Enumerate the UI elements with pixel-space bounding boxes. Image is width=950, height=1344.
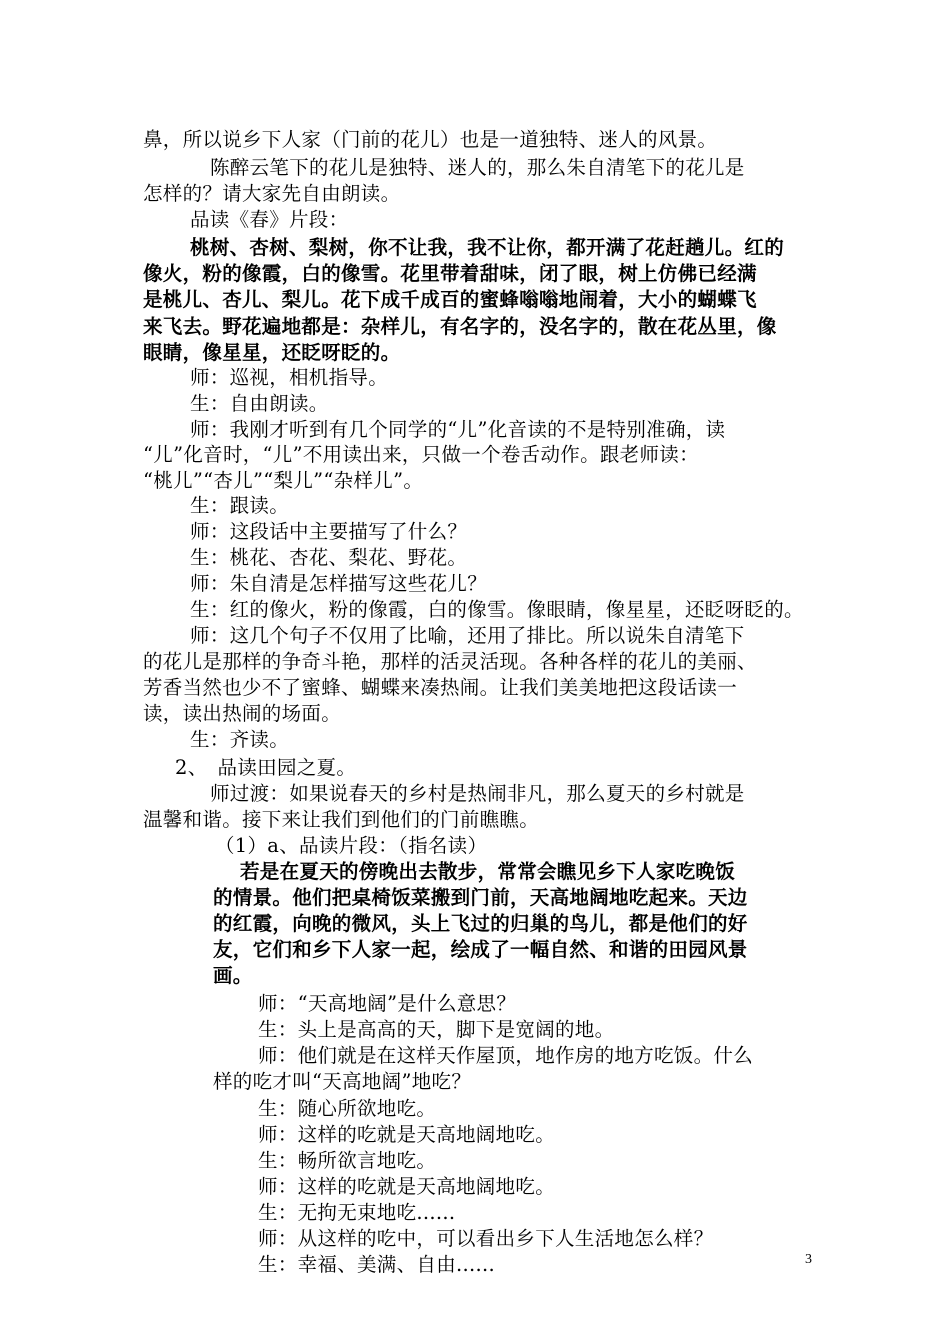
text-line: 师：这样的吃就是天高地阔地吃。 [258,1123,556,1146]
text-line: 怎样的？请大家先自由朗读。 [143,182,401,205]
text-line: 画。 [213,964,253,987]
text-line: 若是在夏天的傍晚出去散步，常常会瞧见乡下人家吃晚饭 [240,860,736,883]
text-line: 是桃儿、杏儿、梨儿。花下成千成百的蜜蜂嗡嗡地闹着，大小的蝴蝶飞 [143,288,757,311]
text-line: 像火，粉的像霞，白的像雪。花里带着甜味，闭了眼，树上仿佛已经满 [143,262,757,285]
text-line: 读，读出热闹的场面。 [143,702,342,725]
text-line: “儿”化音时，“儿”不用读出来，只做一个卷舌动作。跟老师读： [143,443,699,466]
text-line: 师：朱自清是怎样描写这些花儿？ [190,572,488,595]
text-line: 生：畅所欲言地吃。 [258,1149,437,1172]
text-line: 品读《春》片段： [190,208,349,231]
text-line: 来飞去。野花遍地都是：杂样儿，有名字的，没名字的，散在花丛里，像 [143,315,777,338]
text-line: 生：跟读。 [190,494,290,517]
text-line: 的红霞，向晚的微风，头上飞过的归巢的鸟儿，都是他们的好 [213,912,748,935]
text-line: 的花儿是那样的争奇斗艳，那样的活灵活现。各种各样的花儿的美丽、 [143,650,757,673]
text-line: 生：无拘无束地吃...... [258,1201,456,1224]
text-line: 芳香当然也少不了蜜蜂、蝴蝶来凑热闹。让我们美美地把这段话读一 [143,676,738,699]
text-line: 师：这样的吃就是天高地阔地吃。 [258,1175,556,1198]
text-line: 师过渡：如果说春天的乡村是热闹非凡，那么夏天的乡村就是 [210,782,745,805]
text-line: 生：自由朗读。 [190,392,329,415]
text-line: 陈醉云笔下的花儿是独特、迷人的，那么朱自清笔下的花儿是 [210,156,745,179]
text-line: 的情景。他们把桌椅饭菜搬到门前，天高地阔地吃起来。天边 [213,886,748,909]
text-line: 师：这几个句子不仅用了比喻，还用了排比。所以说朱自清笔下 [190,624,745,647]
text-line: 师：巡视，相机指导。 [190,366,389,389]
text-line: 师：我刚才听到有几个同学的“儿”化音读的不是特别准确，读 [190,418,726,441]
text-line: 生：幸福、美满、自由...... [258,1253,495,1276]
text-line: 样的吃才叫“天高地阔”地吃？ [213,1070,472,1093]
page-number: 3 [805,1252,812,1267]
text-line: 师：他们就是在这样天作屋顶，地作房的地方吃饭。什么 [258,1044,754,1067]
text-line: （1）a、品读片段：（指名读） [215,834,488,857]
text-line: 生：红的像火，粉的像霞，白的像雪。像眼睛，像星星，还眨呀眨的。 [190,598,804,621]
text-line: 生：桃花、杏花、梨花、野花。 [190,546,468,569]
text-line: 师：“天高地阔”是什么意思？ [258,992,517,1015]
text-line: 鼻，所以说乡下人家（门前的花儿）也是一道独特、迷人的风景。 [143,128,718,151]
text-line: “桃儿”“杏儿”“梨儿”“杂样儿”。 [143,469,424,492]
text-line: 师：这段话中主要描写了什么？ [190,520,468,543]
text-line: 温馨和谐。接下来让我们到他们的门前瞧瞧。 [143,808,540,831]
text-line: 生：头上是高高的天，脚下是宽阔的地。 [258,1018,615,1041]
text-line: 友，它们和乡下人家一起，绘成了一幅自然、和谐的田园风景 [213,938,748,961]
text-line: 桃树、杏树、梨树，你不让我，我不让你，都开满了花赶趟儿。红的 [190,236,785,259]
text-line: 师：从这样的吃中，可以看出乡下人生活地怎么样？ [258,1227,714,1250]
text-line: 生：随心所欲地吃。 [258,1097,437,1120]
text-line: 眼睛，像星星，还眨呀眨的。 [143,341,401,364]
text-line: 2、 品读田园之夏。 [175,756,357,779]
text-line: 生：齐读。 [190,728,290,751]
